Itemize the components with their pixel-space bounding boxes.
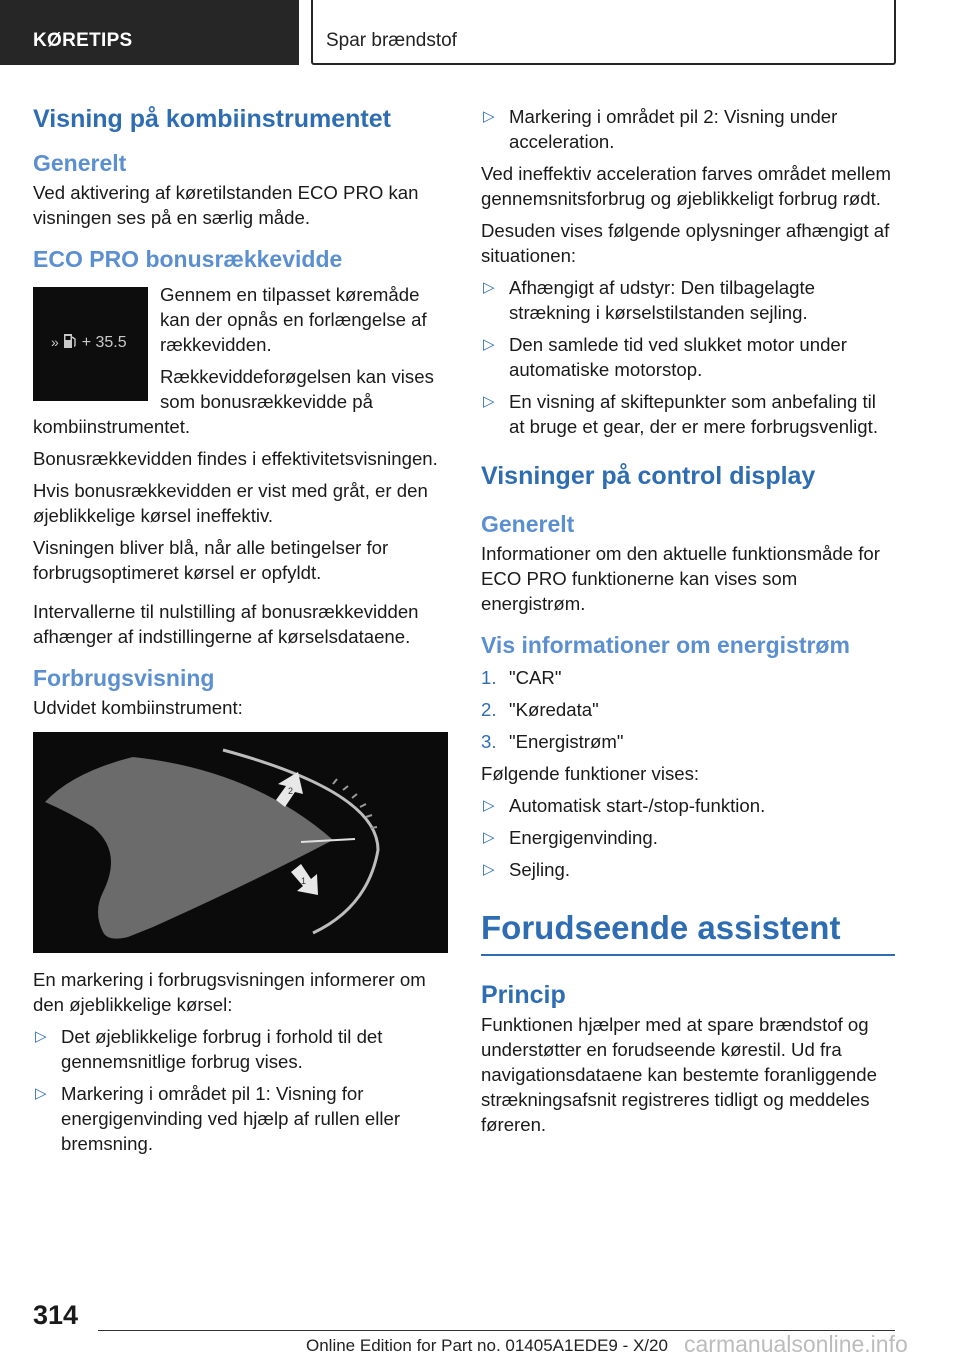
heading-visning-kombi: Visning på kombiinstrumentet — [33, 105, 391, 133]
triangle-bullet-icon: ▷ — [483, 393, 495, 410]
list-item: ▷ Den samlede tid ved slukket motor under automatiske motorstop. — [483, 334, 847, 380]
page-number: 314 — [33, 1300, 79, 1330]
forbrug-bullet-list — [33, 1024, 439, 1156]
forudseende-heading-wrap — [481, 908, 895, 956]
chapter-tab — [0, 0, 299, 65]
triangle-bullet-icon: ▷ — [35, 1084, 47, 1102]
heading-generelt: Generelt — [33, 150, 127, 176]
section-title: Spar brændstof — [326, 30, 457, 51]
triangle-bullet-icon: ▷ — [483, 336, 495, 353]
list-item: 2. "Køredata" — [481, 699, 599, 721]
list-item: ▷ Energigenvinding. — [483, 827, 658, 849]
paragraph-eco-5: Visningen bliver blå, når alle betingelser for forbrugsoptimeret kørsel er opfyldt. — [33, 537, 389, 584]
triangle-bullet-icon: ▷ — [483, 797, 495, 815]
paragraph-ineffektiv: Ved ineffektiv acceleration farves området mellem gennemsnitsforbrug og øjeblikkeligt forbrug rødt. — [481, 163, 891, 209]
list-item: ▷ Markering i området pil 2: Visning under acceleration. — [483, 106, 838, 152]
triangle-bullet-icon: ▷ — [35, 1027, 47, 1045]
watermark-text: carmanualsonline.info — [684, 1331, 908, 1357]
paragraph-eco-1: Gennem en tilpasset køremåde kan der opnås en forlængelse af rækkevidden. — [160, 284, 427, 356]
paragraph-eco-6: Intervallerne til nulstilling af bonusrækkevidden afhænger af indstillingerne af kørselsdataene. — [33, 601, 419, 648]
paragraph-eco-3: Bonusrækkevidden findes i effektivitetsvisningen. — [33, 448, 438, 470]
arrow-2-icon — [276, 772, 303, 807]
left-column — [33, 98, 439, 1163]
list-item: 1. "CAR" — [481, 667, 562, 689]
top-bullet-list — [481, 104, 895, 154]
list-item: ▷ Automatisk start-/stop-funktion. — [483, 795, 766, 817]
fuel-pump-icon — [63, 333, 77, 349]
list-item: ▷ En visning af skiftepunkter som anbefaling til at bruge et gear, der er mere forbrugsvenligt. — [483, 391, 878, 437]
functions-bullet-list — [481, 793, 895, 882]
paragraph-forbrug-intro: Udvidet kombiinstrument: — [33, 696, 243, 718]
triangle-bullet-icon: ▷ — [483, 108, 495, 125]
paragraph-princip: Funktionen hjælper med at spare brændstof og understøtter en forudseende kørestil. Ud fra navigationsdataene kan bestemte foranliggende strækningsafsnit registreres tidligt og meddeles føreren. — [481, 1013, 877, 1135]
paragraph-generelt: Ved aktivering af køretilstanden ECO PRO kan visningen ses på en særlig måde. — [33, 181, 419, 228]
arrow-1-icon — [291, 864, 318, 895]
list-item: ▷ Markering i området pil 1: Visning for energigenvinding ved hjælp af rullen eller bremsning. — [35, 1082, 401, 1154]
arrow-2-label: 2 — [288, 785, 294, 796]
heading-eco-pro-bonus: ECO PRO bonusrækkevidde — [33, 245, 343, 272]
energistrom-steps — [481, 665, 895, 754]
section-tab — [311, 0, 896, 65]
paragraph-folgende: Følgende funktioner vises: — [481, 763, 700, 785]
list-item: ▷ Sejling. — [483, 859, 570, 881]
paragraph-forbrug-after: En markering i forbrugsvisningen informerer om den øjeblikkelige kørsel: — [33, 968, 426, 1015]
list-item: 3. "Energistrøm" — [481, 731, 624, 753]
edition-text: Online Edition for Part no. 01405A1EDE9 - X/20 — [306, 1336, 668, 1355]
paragraph-eco-4: Hvis bonusrækkevidden er vist med gråt, er den øjeblikkelige kørsel ineffektiv. — [33, 480, 428, 527]
eco-bonus-block — [33, 282, 439, 439]
list-item: ▷ Det øjeblikkelige forbrug i forhold til det gennemsnitlige forbrug vises. — [35, 1025, 383, 1072]
heading-princip: Princip — [481, 980, 566, 1009]
right-column — [481, 104, 895, 1137]
heading-forbrugsvisning: Forbrugsvisning — [33, 665, 215, 692]
situation-bullet-list — [481, 275, 895, 439]
triangle-bullet-icon: ▷ — [483, 829, 495, 847]
instrument-arc-graphic — [33, 732, 448, 953]
arrow-1-label: 1 — [301, 875, 307, 886]
bonus-range-value: + 35.5 — [81, 334, 127, 352]
double-chevron-icon: » — [51, 334, 59, 351]
paragraph-eco-2: Rækkeviddeforøgelsen kan vises som bonusrækkevidde på kombiinstrumentet. — [33, 366, 434, 438]
eco-bonus-display-image — [33, 287, 148, 401]
paragraph-desuden: Desuden vises følgende oplysninger afhængigt af situationen: — [481, 220, 890, 266]
list-item: ▷ Afhængigt af udstyr: Den tilbagelagte strækning i kørselstilstanden sejling. — [483, 277, 815, 323]
heading-forudseende-assistent: Forudseende assistent — [481, 909, 841, 947]
heading-control-display: Visninger på control display — [481, 462, 816, 490]
paragraph-control-generelt: Informationer om den aktuelle funktionsmåde for ECO PRO funktionerne kan vises som energistrøm. — [481, 542, 880, 614]
heading-generelt-control: Generelt — [481, 511, 575, 537]
chapter-title: KØRETIPS — [33, 30, 133, 51]
triangle-bullet-icon: ▷ — [483, 861, 495, 879]
consumption-display-figure — [33, 732, 448, 953]
heading-vis-energistrom: Vis informationer om energistrøm — [481, 631, 850, 658]
triangle-bullet-icon: ▷ — [483, 279, 495, 296]
